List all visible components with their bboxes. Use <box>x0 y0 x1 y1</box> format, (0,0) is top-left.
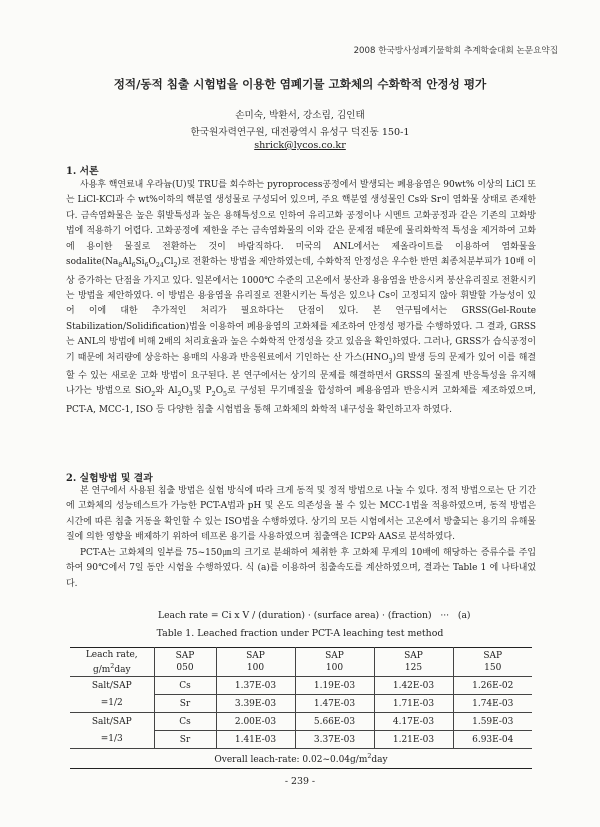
element-cell: Sr <box>154 695 216 713</box>
text-run: O <box>148 257 156 268</box>
column-header-name: SAP <box>404 651 423 661</box>
text-run: )의 발생 등의 문제가 있어 이를 해결할 수 있는 새로운 고화 방법이 요구된다. 본 연구에서는 상기의 문제를 해결하면서 GRSS의 물질계 반응특성을 유지해 나가는 방법으로 SiO <box>66 352 536 397</box>
subscript: 5 <box>223 391 227 399</box>
value-cell: 1.41E-03 <box>216 731 295 749</box>
column-header-name: SAP <box>325 651 344 661</box>
subscript: 8 <box>118 262 123 270</box>
superscript: 2 <box>110 662 115 670</box>
table-row <box>70 731 532 749</box>
text-run: Si <box>135 257 145 268</box>
column-header-name: SAP <box>483 651 503 661</box>
value-cell: 6.93E-04 <box>453 731 532 749</box>
section-heading-methods: 2. 실험방법 및 결과 <box>66 473 153 484</box>
methods-paragraph: 본 연구에서 사용된 침출 방법은 실험 방식에 따라 크게 동적 및 정적 방법으로 나눌 수 있다. 정적 방법으로는 단 기간에 고화체의 성능테스트가 가능한 PCT-A법과 pH 및 온도 의존성을 볼 수 있는 MCC-1법을 적용하였으며, 동적 방법은 시간에 따른 침출 거동을 확인할 수 있는 ISO법을 수행하였다. 상기의 모든 시험에서는 고온에서 방출되는 용기의 유해물질에 의한 영향을 배제하기 위하여 테프론 용기를 사용하였으며 침출액은 ICP와 AAS로 분석하였다. <box>66 486 536 543</box>
email[interactable] <box>0 140 600 151</box>
authors: 손미숙, 박환서, 강소림, 김인태 <box>235 110 365 121</box>
subscript: 3 <box>188 391 193 399</box>
text-run: 의 크기로 분쇄하여 체취한 후 고화체 무게의 10배에 해당하는 증류수를 주입하여 90℃에서 7일 동안 시험을 수행하였다. 식 (a)를 이용하여 침출속도를 계산하였으며, 결과는 Table 1 에 나타내었다. <box>66 547 536 589</box>
equation-label: (a) <box>457 610 471 621</box>
table-row <box>70 677 532 695</box>
subscript: 24 <box>155 262 164 270</box>
value-cell: 1.47E-03 <box>295 695 374 713</box>
table-header-row <box>70 648 532 677</box>
text-run: PCT-A는 고화체의 일부를 75~150 <box>80 547 223 558</box>
text-run: 및 P <box>192 386 212 397</box>
page-number: - 239 - <box>284 776 316 787</box>
value-cell: 1.37E-03 <box>216 677 295 695</box>
text-run: )로 전환하는 방법을 제안하였는데, 수화학적 안정성은 우수한 반면 최종처분부피가 10배 이상 증가하는 단점을 가지고 있다. 일본에서는 1000℃ 수준의 고온에서 붕산과 용융염을 반응시켜 붕산유리질로 전환시키는 방법을 제안하였다. 이 방법은 용융염을 유리질로 전환시키는 특성은 있으나 Cs이 고정되지 않아 휘발할 가능성이 있어 이에 대한 추가적인 처리가 필요하다는 단점이 있다. 본 연구팀에서는 GRSS(Gel-Route Stabilization/Solidification)법을 이용하여 폐용융염의 고화체를 제조하여 안정성 평가를 수행하였다. 그 결과, GRSS는 ANL의 방법에 비해 2배의 처리효율과 높은 수화학적 안정성을 갖고 있음을 확인하였다. 그러나, GRSS가 습식공정이기 때문에 처리량에 상응하는 용매의 사용과 반응원료에서 기인하는 산 가스(HNO <box>66 257 536 363</box>
element-cell: Cs <box>154 713 216 731</box>
value-cell: 3.37E-03 <box>295 731 374 749</box>
column-header <box>295 648 374 677</box>
leach-fraction-table <box>70 647 532 769</box>
subscript: 2 <box>177 391 182 399</box>
corner-label: Leach rate, <box>85 649 138 660</box>
value-cell: 5.66E-03 <box>295 713 374 731</box>
equation-ellipsis: ··· <box>440 610 450 621</box>
value-cell: 1.42E-03 <box>374 677 453 695</box>
row-group-label: =1/2 <box>70 695 154 713</box>
section-heading-introduction: 1. 서론 <box>66 166 99 177</box>
column-header-grade: 100 <box>246 663 265 673</box>
unit-micrometer: ㎛ <box>222 547 233 558</box>
value-cell: 4.17E-03 <box>374 713 453 731</box>
column-header-name: SAP <box>175 651 195 661</box>
footer-text: Overall leach-rate: 0.02~0.04g/m <box>214 755 368 765</box>
paper-title: 정적/동적 침출 시험법을 이용한 염폐기물 고화체의 수화학적 안정성 평가 <box>113 77 487 91</box>
value-cell: 1.26E-02 <box>453 677 532 695</box>
email-link[interactable]: shrick@lycos.co.kr <box>254 140 346 151</box>
table-row <box>70 713 532 731</box>
leach-rate-equation <box>158 610 471 621</box>
column-header-grade: 150 <box>484 663 502 673</box>
text-run: 사용후 핵연료내 우라늄(U)및 TRU를 회수하는 pyroprocess공정에서 발생되는 폐용융염은 90wt% 이상의 LiCl 또는 LiCl-KCl과 수 wt%이하의 핵분열 생성물로 구성되어 있으며, 주요 핵분열 생성물인 Cs와 Sr이 염화물 상태로 존재한다. 금속염화물은 높은 휘발특성과 높은 용해특성으로 인하여 유리고화 공정이나 시멘트 고화공정과 같은 기존의 고화방법에 적용하기 어렵다. 고화공정에 제한을 주는 금속염화물의 이와 같은 문제점 때문에 물리화학적 특성을 제거하여 고화에 용이한 물질로 전환하는 것이 바람직하다. 미국의 ANL에서는 제올라이트를 이용하여 염화물을 sodalite(Na <box>66 180 537 268</box>
table-caption: Table 1. Leached fraction under PCT-A leaching test method <box>156 628 444 639</box>
value-cell: 1.21E-03 <box>374 731 453 749</box>
introduction-body <box>66 178 536 418</box>
header-corner <box>70 648 154 677</box>
value-cell: 1.74E-03 <box>453 695 532 713</box>
row-group-label: Salt/SAP <box>70 713 154 731</box>
element-cell: Sr <box>154 731 216 749</box>
corner-unit: day <box>114 664 131 675</box>
value-cell: 3.39E-03 <box>216 695 295 713</box>
column-header-grade: 100 <box>325 663 344 673</box>
introduction-paragraph <box>66 178 536 418</box>
value-cell: 2.00E-03 <box>216 713 295 731</box>
text-run: Cl <box>163 257 174 268</box>
text-run: Al <box>122 257 132 268</box>
methods-paragraph <box>66 546 536 592</box>
column-header <box>374 648 453 677</box>
text-run: 로 구성된 무기매질을 합성하여 폐용융염과 반응시켜 고화체를 제조하였으며, PCT-A, MCC-1, ISO 등 다양한 침출 시험법을 통해 고화체의 화학적 내구성을 확인하고자 하였다. <box>66 386 536 415</box>
text-run: 와 Al <box>155 386 178 397</box>
running-head: 2008 한국방사성폐기물학회 추계학술대회 논문요약집 <box>353 46 558 56</box>
column-header <box>154 648 216 677</box>
subscript: 2 <box>211 391 216 399</box>
table-footer-row <box>70 749 532 769</box>
row-group-label: Salt/SAP <box>70 677 154 695</box>
value-cell: 1.71E-03 <box>374 695 453 713</box>
column-header-grade: 050 <box>176 663 194 673</box>
overall-leach-rate <box>70 749 532 769</box>
column-header-name: SAP <box>246 651 265 661</box>
subscript: 6 <box>144 262 149 270</box>
table-row <box>70 695 532 713</box>
column-header <box>216 648 295 677</box>
superscript: 2 <box>367 753 372 760</box>
text-run: O <box>215 386 224 397</box>
subscript: 6 <box>131 262 136 270</box>
value-cell: 1.19E-03 <box>295 677 374 695</box>
text-run: O <box>181 386 189 397</box>
subscript: 2 <box>173 262 178 270</box>
row-group-label: =1/3 <box>70 731 154 749</box>
element-cell: Cs <box>154 677 216 695</box>
column-header <box>453 648 532 677</box>
footer-text: day <box>371 755 388 765</box>
subscript: 3 <box>388 357 393 365</box>
subscript: 2 <box>151 391 156 399</box>
affiliation: 한국원자력연구원, 대전광역시 유성구 덕진동 150-1 <box>190 127 410 138</box>
equation-text: Leach rate = Ci x V / (duration) · (surface area) · (fraction) <box>158 610 432 621</box>
value-cell: 1.59E-03 <box>453 713 532 731</box>
methods-body <box>66 484 536 592</box>
column-header-grade: 125 <box>404 663 423 673</box>
corner-unit: g/m <box>92 664 111 675</box>
